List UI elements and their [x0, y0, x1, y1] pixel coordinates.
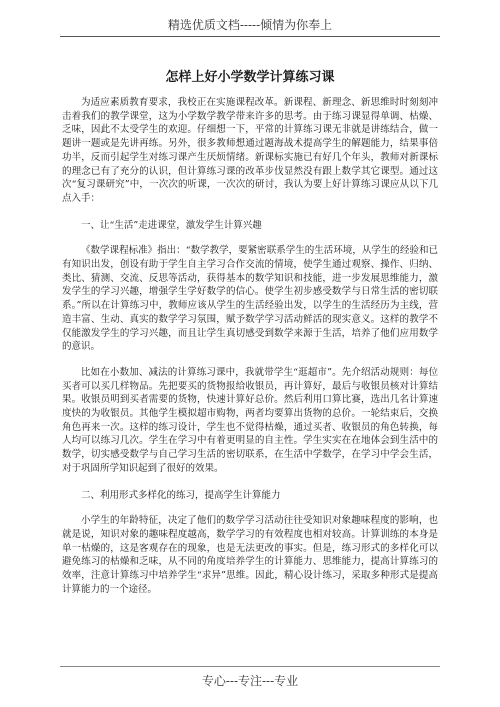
- section-1-paragraph-2: 比如在小数加、减法的计算练习课中，我就带学生“逛超市”。先介绍活动规则：每位买者可以买几样物品。先把要买的货物报给收银员，再计算好，最后与收银员核对计算结果。收银员明到买者需要的货物，快速计算好总价。然后利用口算比赛，选出几名计算速度快的为收银员。其他学生模拟超市购物，两者均要算出货物的总价。一轮结束后，交换角色再来一次。这样的练习设计，学生也不觉得枯燥，通过买者、收银员的角色转换，每人均可以练习几次。学生在学习中有着更明显的自主性。学生实实在在地体会到生活中的数学，切实感受数学与自己学习生活的密切联系，在生活中学数学，在学习中学会生活，对于巩固所学知识起到了很好的效果。: [62, 366, 438, 474]
- section-heading-1: 一、让“生活”走进课堂，激发学生计算兴趣: [81, 219, 262, 231]
- section-2-paragraph-1: 小学生的年龄特征，决定了他们的数学学习活动往往受知识对象趣味程度的影响，也就是说，知识对象的趣味程度越高，数学学习的有效程度也相对较高。计算训练的本身是单一枯燥的，这是客观存在的现象，也是无法更改的事实。但是，练习形式的多样化可以避免练习的枯燥和乏味，从不同的角度培养学生的计算能力、思维能力，提高计算练习的效率，注意计算练习中培养学生“求异”思维。因此，精心设计练习，采取多种形式是提高计算能力的一个途径。: [62, 515, 438, 595]
- footer-divider: [60, 666, 440, 667]
- header-divider: [60, 36, 440, 37]
- section-heading-2: 二、利用形式多样化的练习，提高学生计算能力: [81, 489, 281, 501]
- paragraph-gap: [62, 354, 438, 366]
- document-title: 怎样上好小学数学计算练习课: [165, 70, 335, 85]
- page-header: 精选优质文档-----倾情为你奉上: [167, 18, 333, 32]
- section-1-paragraph-1: 《数学课程标准》指出：“数学教学，要紧密联系学生的生活环境，从学生的经验和已有知识出发，创设有助于学生自主学习合作交流的情境，使学生通过观察、操作、归纳、类比、猜测、交流、反思等活动，获得基本的数学知识和技能，进一步发展思维能力，激发学生的学习兴趣，增强学生学好数学的信心。使学生初步感受数学与日常生活的密切联系。”所以在计算练习中，教师应该从学生的生活经验出发，以学生的生活经历为主线，营造丰富、生动、真实的数学学习氛围，赋予数学学习活动鲜活的现实意义。这样的教学不仅能激发学生的学习兴趣，而且让学生真切感受到数学来源于生活，培养了他们应用数学的意识。: [62, 245, 438, 353]
- document-body: [62, 96, 438, 597]
- page-footer: 专心---专注---专业: [201, 674, 299, 688]
- intro-paragraph: 为适应素质教育要求，我校正在实施课程改革。新课程、新理念、新思维时时刻刻冲击着我们的教学课堂，这为小学数学教学带来许多的思考。由于练习课显得单调、枯燥、乏味，因此不太受学生的欢迎。仔细想一下，平常的计算练习课无非就是讲练结合，做一题讲一题或是先讲再练。另外，很多教师想通过题海战术提高学生的解题能力，结果事倍功半，反而引起学生对练习课产生厌烦情绪。新课标实施已有好几个年头，教师对新课标的理念已有了充分的认识，但计算练习课的改革步伐显然没有跟上数学其它课型。通过这次“复习课研究”中，一次次的听课，一次次的研讨，我认为要上好计算练习课应从以下几点入手：: [62, 97, 438, 204]
